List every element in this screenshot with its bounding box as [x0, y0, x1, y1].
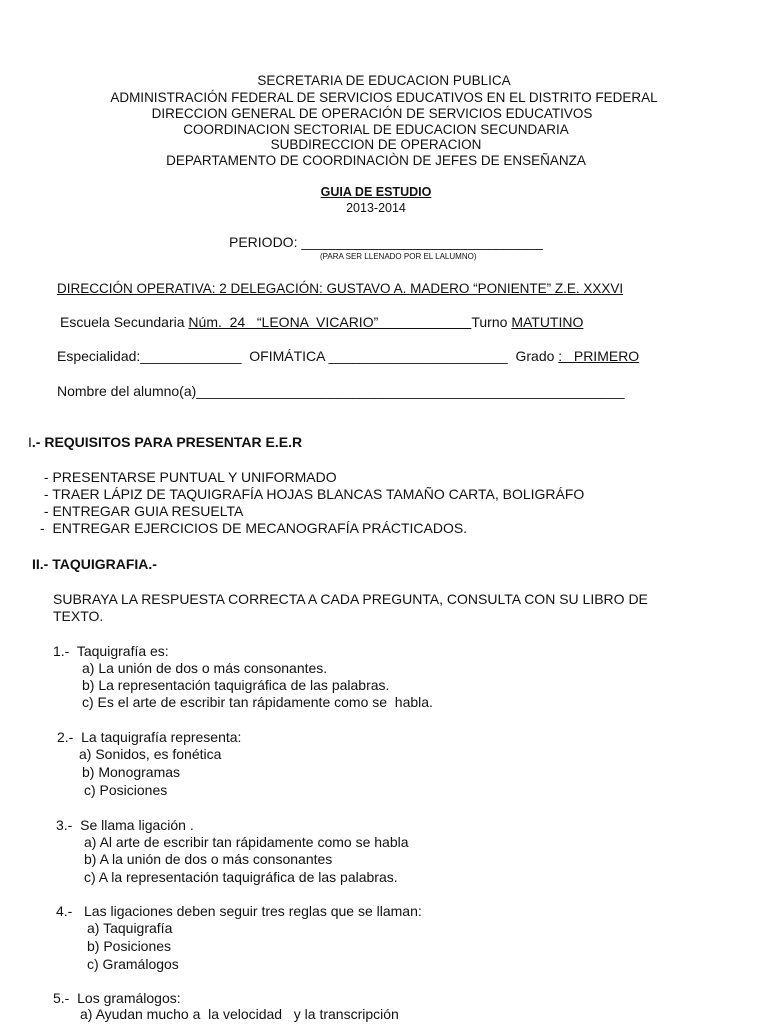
section1-heading-prefix: I: [28, 434, 32, 450]
section1-heading-text: .- REQUISITOS PARA PRESENTAR E.E.R: [31, 434, 303, 450]
q2-option-c: c) Posiciones: [84, 782, 168, 798]
escuela-line: [60, 314, 583, 331]
periodo-note: (PARA SER LLENADO POR EL LALUMNO): [320, 252, 477, 261]
grado-value: : PRIMERO: [558, 348, 640, 364]
q2-option-b: b) Monogramas: [82, 764, 181, 780]
section1-item: - TRAER LÁPIZ DE TAQUIGRAFÍA HOJAS BLANCAS TAMAÑO CARTA, BOLIGRÁFO: [40, 486, 585, 502]
direccion-line: DIRECCIÓN OPERATIVA: 2 DELEGACIÓN: GUSTAVO A. MADERO “PONIENTE” Z.E. XXXVI: [57, 281, 624, 296]
question-3: 3.- Se llama ligación .: [56, 817, 194, 833]
section2-heading: II.- TAQUIGRAFIA.-: [32, 556, 157, 572]
q1-option-c: c) Es el arte de escribir tan rápidamente como se habla.: [82, 694, 433, 710]
escuela-value: Núm. 24 “LEONA VICARIO”: [188, 314, 472, 330]
especialidad-value: _____________ OFIMÁTICA _______________________: [140, 348, 508, 364]
q5-option-a: a) Ayudan mucho a la velocidad y la transcripción: [80, 1006, 399, 1022]
header-line-6: DEPARTAMENTO DE COORDINACIÒN DE JEFES DE ENSEÑANZA: [166, 153, 586, 168]
periodo-blank: _______________________________: [301, 234, 543, 250]
escuela-label: Escuela Secundaria: [60, 314, 189, 330]
q3-option-c: c) A la representación taquigráfica de las palabras.: [84, 869, 398, 885]
section1-item: - PRESENTARSE PUNTUAL Y UNIFORMADO: [40, 469, 337, 485]
turno-label: Turno: [471, 314, 512, 330]
header-line-4: COORDINACION SECTORIAL DE EDUCACION SECUNDARIA: [183, 122, 569, 137]
header-line-2: ADMINISTRACIÓN FEDERAL DE SERVICIOS EDUCATIVOS EN EL DISTRITO FEDERAL: [110, 90, 658, 105]
header-line-1: SECRETARIA DE EDUCACION PUBLICA: [257, 73, 511, 88]
question-4: 4.- Las ligaciones deben seguir tres reglas que se llaman:: [56, 903, 422, 919]
header-line-3: DIRECCION GENERAL DE OPERACIÓN DE SERVICIOS EDUCATIVOS: [151, 106, 593, 121]
q2-option-a: a) Sonidos, es fonética: [79, 746, 222, 762]
especialidad-label: Especialidad:: [57, 348, 141, 364]
turno-value: MATUTINO: [511, 314, 584, 330]
grado-label: Grado: [507, 348, 559, 364]
header-line-5: SUBDIRECCION DE OPERACION: [270, 137, 482, 152]
question-2: 2.- La taquigrafía representa:: [57, 729, 242, 745]
q1-option-a: a) La unión de dos o más consonantes.: [82, 660, 328, 676]
question-1: 1.- Taquigrafía es:: [53, 643, 169, 659]
q3-option-b: b) A la unión de dos o más consonantes: [84, 851, 333, 867]
q4-option-a: a) Taquigrafía: [87, 920, 173, 936]
especialidad-line: [57, 348, 639, 365]
q4-option-b: b) Posiciones: [87, 938, 172, 954]
section1-heading: [28, 434, 302, 451]
q3-option-a: a) Al arte de escribir tan rápidamente como se habla: [84, 834, 409, 850]
instruction-line-2: TEXTO.: [53, 608, 104, 624]
q4-option-c: c) Gramálogos: [87, 956, 179, 972]
section1-item: - ENTREGAR GUIA RESUELTA: [40, 503, 244, 519]
question-5: 5.- Los gramálogos:: [53, 990, 181, 1006]
doc-title: GUIA DE ESTUDIO: [320, 185, 432, 199]
section1-item: - ENTREGAR EJERCICIOS DE MECANOGRAFÍA PRÁCTICADOS.: [40, 520, 468, 536]
q1-option-b: b) La representación taquigráfica de las palabras.: [82, 677, 390, 693]
instruction-line-1: SUBRAYA LA RESPUESTA CORRECTA A CADA PREGUNTA, CONSULTA CON SU LIBRO DE: [53, 591, 648, 607]
nombre-line: Nombre del alumno(a)_______________________________________________________: [57, 383, 625, 399]
doc-year: 2013-2014: [346, 201, 406, 215]
periodo-label: PERIODO:: [229, 234, 302, 250]
